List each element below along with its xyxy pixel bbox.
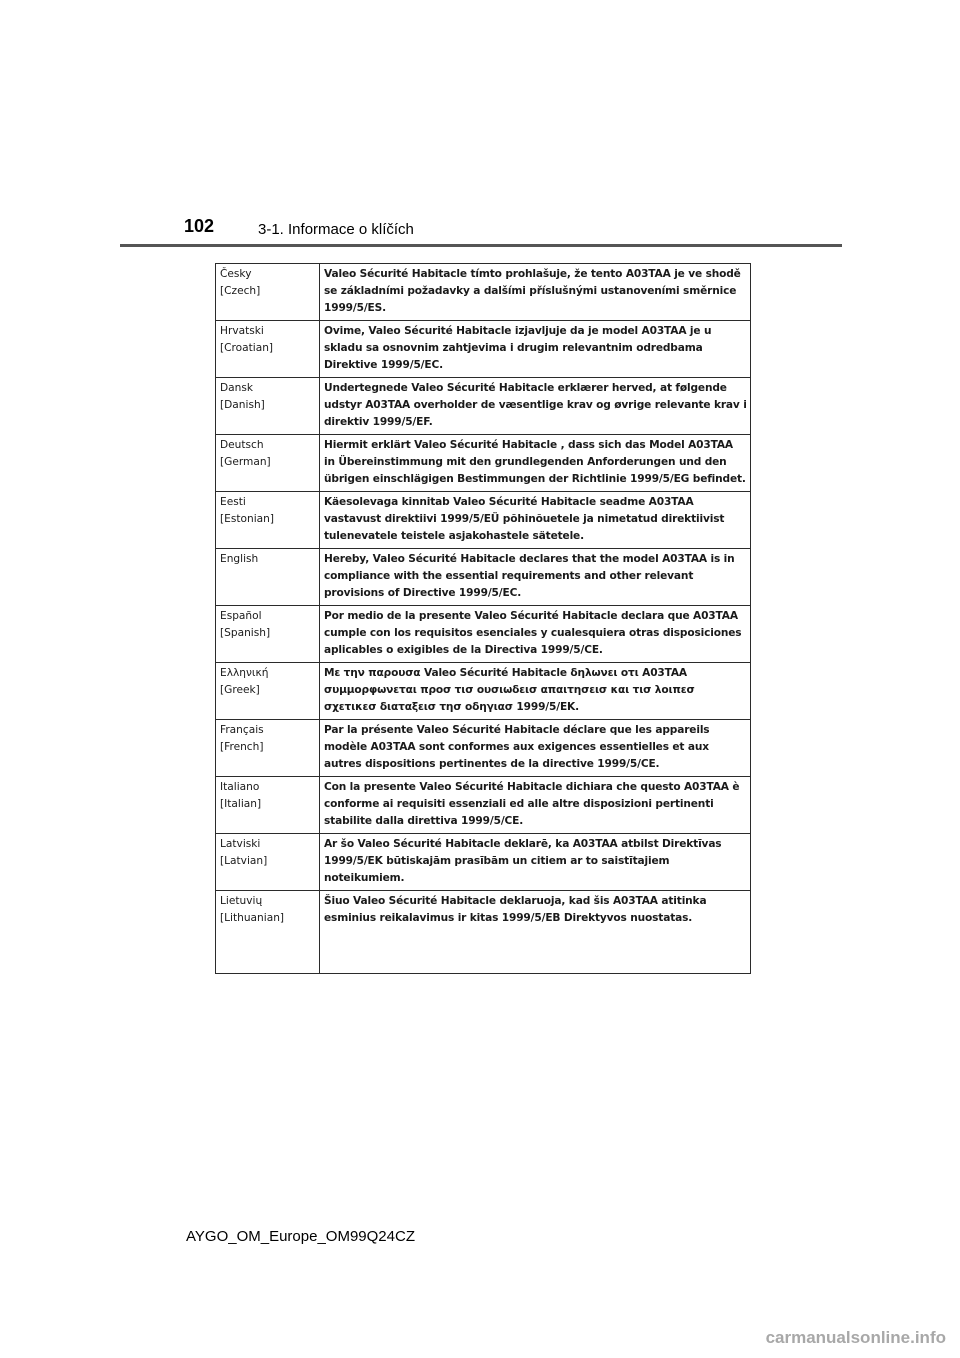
declaration-table <box>215 263 751 974</box>
language-english-name: [Lithuanian] <box>220 912 285 924</box>
language-english-name: [Latvian] <box>220 855 268 867</box>
header-divider <box>120 244 842 247</box>
table-row <box>216 834 751 891</box>
declaration-text: Par la présente Valeo Sécurité Habitacle déclare que les appareils modèle A03TAA sont conformes aux exigences essentielles et aux autres dispositions pertinentes de la directive 1999/5/CE. <box>320 720 751 777</box>
declaration-text: Hereby, Valeo Sécurité Habitacle declares that the model A03TAA is in compliance with the essential requirements and other relevant provisions of Directive 1999/5/EC. <box>320 549 751 606</box>
table-row <box>216 378 751 435</box>
declaration-text: Käesolevaga kinnitab Valeo Sécurité Habitacle seadme A03TAA vastavust direktiivi 1999/5/EÜ põhinõuetele ja nimetatud direktiivist tulenevatele teistele asjakohastele sätetele. <box>320 492 751 549</box>
language-name: Italiano <box>220 781 260 793</box>
language-english-name: [Greek] <box>220 684 260 696</box>
language-english-name: [German] <box>220 456 271 468</box>
declaration-text: Con la presente Valeo Sécurité Habitacle dichiara che questo A03TAA è conforme ai requisiti essenziali ed alle altre disposizioni pertinenti stabilite dalla direttiva 1999/5/CE. <box>320 777 751 834</box>
language-english-name: [Croatian] <box>220 342 274 354</box>
declaration-text: Hiermit erklärt Valeo Sécurité Habitacle , dass sich das Model A03TAA in Übereinstimmung mit den grundlegenden Anforderungen und den übrigen einschlägigen Bestimmungen der Richtlinie 1999/5/EG befindet. <box>320 435 751 492</box>
declaration-text: Με την παρουσα Valeo Sécurité Habitacle δηλωνει οτι A03TAA συμμορφωνεται προσ τισ ουσιωδεισ απαιτησεισ και τισ λοιπεσ σχετικεσ διαταξεισ τησ οδηγιασ 1999/5/ΕΚ. <box>320 663 751 720</box>
table-row <box>216 891 751 974</box>
table-row <box>216 264 751 321</box>
language-english-name: [Danish] <box>220 399 265 411</box>
language-cell <box>216 834 320 891</box>
language-cell <box>216 777 320 834</box>
language-cell <box>216 492 320 549</box>
language-cell <box>216 435 320 492</box>
section-title: 3-1. Informace o klíčích <box>258 221 414 238</box>
page-number: 102 <box>184 216 215 236</box>
watermark: carmanualsonline.info <box>765 1328 946 1347</box>
language-cell <box>216 663 320 720</box>
language-cell <box>216 549 320 606</box>
language-cell <box>216 891 320 974</box>
table-row <box>216 435 751 492</box>
language-english-name: [Italian] <box>220 798 262 810</box>
table-row <box>216 663 751 720</box>
language-english-name: [Estonian] <box>220 513 274 525</box>
language-english-name: [French] <box>220 741 264 753</box>
language-name: English <box>220 553 259 565</box>
table-row <box>216 720 751 777</box>
language-english-name: [Spanish] <box>220 627 271 639</box>
language-name: Hrvatski <box>220 325 264 337</box>
table-row <box>216 606 751 663</box>
language-name: Deutsch <box>220 439 264 451</box>
language-name: Lietuvių <box>220 895 263 907</box>
declaration-text: Undertegnede Valeo Sécurité Habitacle erklærer herved, at følgende udstyr A03TAA overholder de væsentlige krav og øvrige relevante krav i direktiv 1999/5/EF. <box>320 378 751 435</box>
language-name: Eesti <box>220 496 246 508</box>
declaration-text: Šiuo Valeo Sécurité Habitacle deklaruoja, kad šis A03TAA atitinka esminius reikalavimus ir kitas 1999/5/EB Direktyvos nuostatas. <box>320 891 751 974</box>
language-english-name: [Czech] <box>220 285 261 297</box>
table-row <box>216 777 751 834</box>
language-cell <box>216 720 320 777</box>
declaration-text: Por medio de la presente Valeo Sécurité Habitacle declara que A03TAA cumple con los requisitos esenciales y cualesquiera otras disposiciones aplicables o exigibles de la Directiva 1999/5/CE. <box>320 606 751 663</box>
table-row <box>216 549 751 606</box>
table-row <box>216 492 751 549</box>
language-cell <box>216 378 320 435</box>
declaration-text: Ovime, Valeo Sécurité Habitacle izjavljuje da je model A03TAA je u skladu sa osnovnim zahtjevima i drugim relevantnim odredbama Direktive 1999/5/EC. <box>320 321 751 378</box>
declaration-text: Valeo Sécurité Habitacle tímto prohlašuje, že tento A03TAA je ve shodě se základními požadavky a dalšími příslušnými ustanoveními směrnice 1999/5/ES. <box>320 264 751 321</box>
language-name: Dansk <box>220 382 254 394</box>
language-cell <box>216 321 320 378</box>
language-cell <box>216 264 320 321</box>
declaration-text: Ar šo Valeo Sécurité Habitacle deklarē, ka A03TAA atbilst Direktīvas 1999/5/EK būtiskajām prasībām un citiem ar to saistītajiem noteikumiem. <box>320 834 751 891</box>
language-name: Español <box>220 610 262 622</box>
language-name: Česky <box>220 268 252 280</box>
document-code: AYGO_OM_Europe_OM99Q24CZ <box>186 1228 415 1245</box>
language-cell <box>216 606 320 663</box>
language-name: Français <box>220 724 264 736</box>
table-row <box>216 321 751 378</box>
language-name: Latviski <box>220 838 261 850</box>
language-name: Ελληνική <box>220 667 269 679</box>
